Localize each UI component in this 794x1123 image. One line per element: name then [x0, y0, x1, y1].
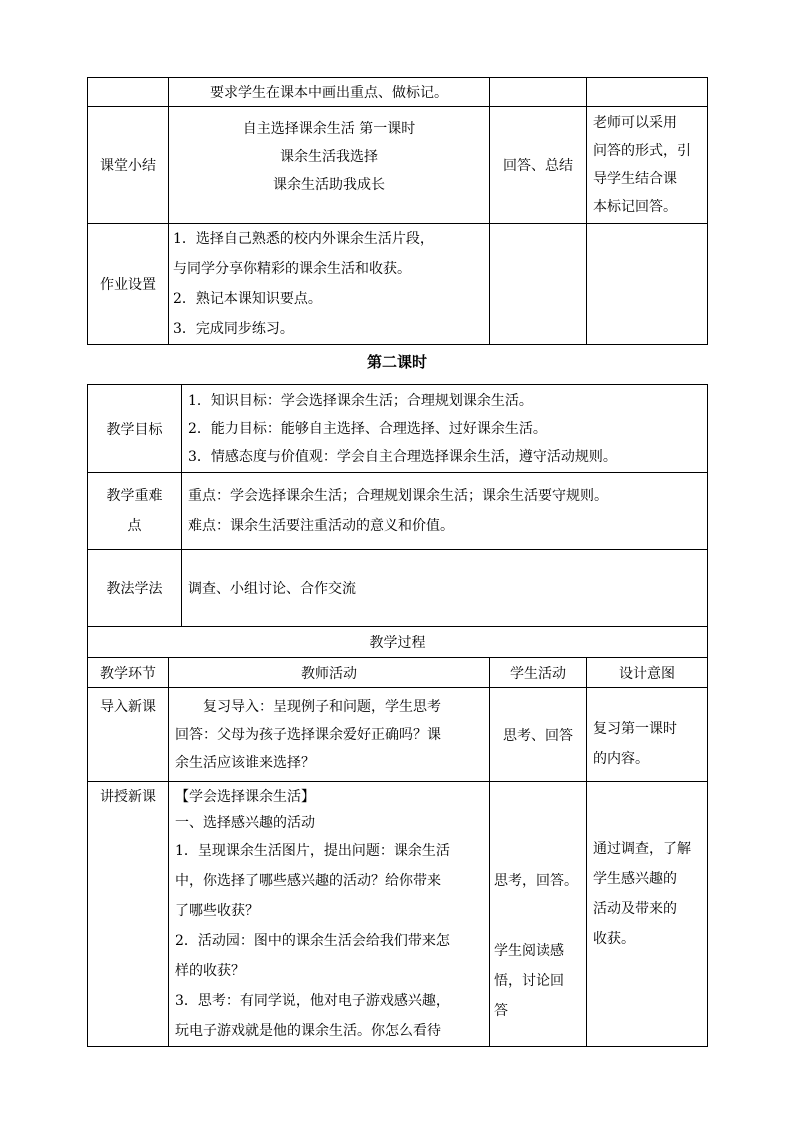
homework-line: 1．选择自己熟悉的校内外课余生活片段， [173, 231, 434, 247]
keypoint-line: 难点：课余生活要注重活动的意义和价值。 [188, 518, 454, 534]
prev-design-cell [587, 78, 708, 107]
summary-line: 课余生活我选择 [280, 149, 378, 165]
intro-teacher-cell [169, 688, 490, 782]
intro-student: 思考、回答 [503, 727, 573, 744]
table-row [88, 688, 708, 782]
new-stage: 讲授新课 [100, 789, 156, 805]
summary-label-cell [88, 107, 169, 224]
intro-design-cell [587, 688, 708, 782]
prev-stage-cell [88, 78, 169, 107]
intro-student-cell [490, 688, 587, 782]
header-stage: 教学环节 [88, 658, 169, 688]
table-row [88, 782, 708, 1047]
keypoints-label: 点 [127, 518, 142, 534]
homework-design-cell [587, 224, 708, 345]
methods-content-cell [182, 550, 708, 627]
new-student-2-line: 学生阅读感 [494, 943, 564, 959]
process-heading-cell [88, 627, 708, 658]
table-row [88, 78, 708, 107]
table-row [88, 385, 708, 473]
new-design-line: 收获。 [593, 931, 635, 947]
new-teacher-line: 2．活动园：图中的课余生活会给我们带来怎 [175, 933, 450, 949]
summary-student-text: 回答、总结 [503, 158, 573, 174]
lesson2-info-table [87, 384, 708, 627]
intro-teacher-line: 回答：父母为孩子选择课余爱好正确吗？课 [175, 726, 441, 743]
new-teacher-line: 了哪些收获？ [175, 903, 259, 919]
intro-stage: 导入新课 [100, 699, 156, 715]
header-design: 设计意图 [587, 658, 708, 688]
goal-line: 3．情感态度与价值观：学会自主合理选择课余生活，遵守活动规则。 [188, 448, 617, 465]
summary-student-cell [490, 107, 587, 224]
goals-content-cell [182, 385, 708, 473]
new-teacher-cell [169, 782, 490, 1047]
table-header-row [88, 658, 708, 688]
intro-design-line: 复习第一课时 [593, 720, 677, 737]
intro-stage-cell [88, 688, 169, 782]
process-table [87, 626, 708, 1047]
goals-label: 教学目标 [106, 421, 163, 438]
keypoints-content-cell [182, 473, 708, 550]
new-design-line: 通过调查，了解 [593, 841, 691, 857]
new-design-line: 学生感兴趣的 [593, 871, 677, 887]
summary-design-cell [587, 107, 708, 224]
homework-line: 与同学分享你精彩的课余生活和收获。 [173, 261, 411, 277]
homework-student-cell [490, 224, 587, 345]
summary-label: 课堂小结 [100, 158, 156, 174]
new-teacher-line: 中，你选择了哪些感兴趣的活动？给你带来 [175, 873, 441, 889]
keypoints-label-cell [88, 473, 182, 550]
intro-design-line: 的内容。 [593, 750, 649, 767]
goal-line: 2．能力目标：能够自主选择、合理选择、过好课余生活。 [188, 420, 547, 437]
prev-content-text: 要求学生在课本中画出重点、做标记。 [210, 85, 448, 101]
summary-content-cell [169, 107, 490, 224]
methods-text: 调查、小组讨论、合作交流 [188, 581, 356, 597]
intro-teacher-line: 余生活应该谁来选择？ [175, 754, 315, 771]
homework-line: 3．完成同步练习。 [173, 321, 294, 337]
new-student-1: 思考，回答。 [494, 873, 578, 889]
goals-label-cell [88, 385, 182, 473]
summary-design-line: 老师可以采用 [593, 115, 677, 131]
methods-label: 教法学法 [106, 581, 163, 597]
lesson1-table [87, 77, 708, 345]
table-row [88, 550, 708, 627]
summary-design-line: 导学生结合课 [593, 171, 677, 187]
prev-student-cell [490, 78, 587, 107]
new-teacher-line: 【学会选择课余生活】 [175, 789, 315, 805]
new-design-cell [587, 782, 708, 1047]
new-teacher-line: 玩电子游戏就是他的课余生活。你怎么看待 [175, 1023, 441, 1039]
homework-line: 2．熟记本课知识要点。 [173, 291, 322, 307]
intro-teacher-line: 复习导入：呈现例子和问题，学生思考 [203, 698, 441, 715]
homework-content-cell [169, 224, 490, 345]
summary-design-line: 问答的形式，引 [593, 143, 691, 159]
methods-label-cell [88, 550, 182, 627]
goal-line: 1．知识目标：学会选择课余生活；合理规划课余生活。 [188, 392, 533, 409]
new-design-line: 活动及带来的 [593, 901, 677, 917]
summary-line: 自主选择课余生活 第一课时 [242, 121, 416, 137]
header-teacher: 教师活动 [169, 658, 490, 688]
new-student-2-line: 悟，讨论回 [494, 973, 564, 989]
process-heading: 教学过程 [369, 635, 426, 651]
table-row [88, 107, 708, 224]
summary-design-line: 本标记回答。 [593, 199, 677, 215]
keypoint-line: 重点：学会选择课余生活；合理规划课余生活；课余生活要守规则。 [188, 488, 608, 504]
new-teacher-line: 3．思考：有同学说，他对电子游戏感兴趣， [175, 993, 450, 1009]
new-student-cell [490, 782, 587, 1047]
table-row [88, 473, 708, 550]
prev-content-cell [169, 78, 490, 107]
table-row [88, 224, 708, 345]
keypoints-label: 教学重难 [106, 488, 163, 504]
table-row [88, 627, 708, 658]
new-teacher-line: 样的收获？ [175, 963, 245, 979]
new-teacher-line: 一、选择感兴趣的活动 [175, 815, 315, 831]
new-student-2-line: 答 [494, 1003, 508, 1019]
header-student: 学生活动 [490, 658, 587, 688]
lesson2-title: 第二课时 [366, 353, 427, 371]
new-teacher-line: 1．呈现课余生活图片，提出问题：课余生活 [175, 843, 450, 859]
homework-label: 作业设置 [100, 277, 156, 293]
summary-line: 课余生活助我成长 [273, 177, 385, 193]
homework-label-cell [88, 224, 169, 345]
new-stage-cell [88, 782, 169, 1047]
